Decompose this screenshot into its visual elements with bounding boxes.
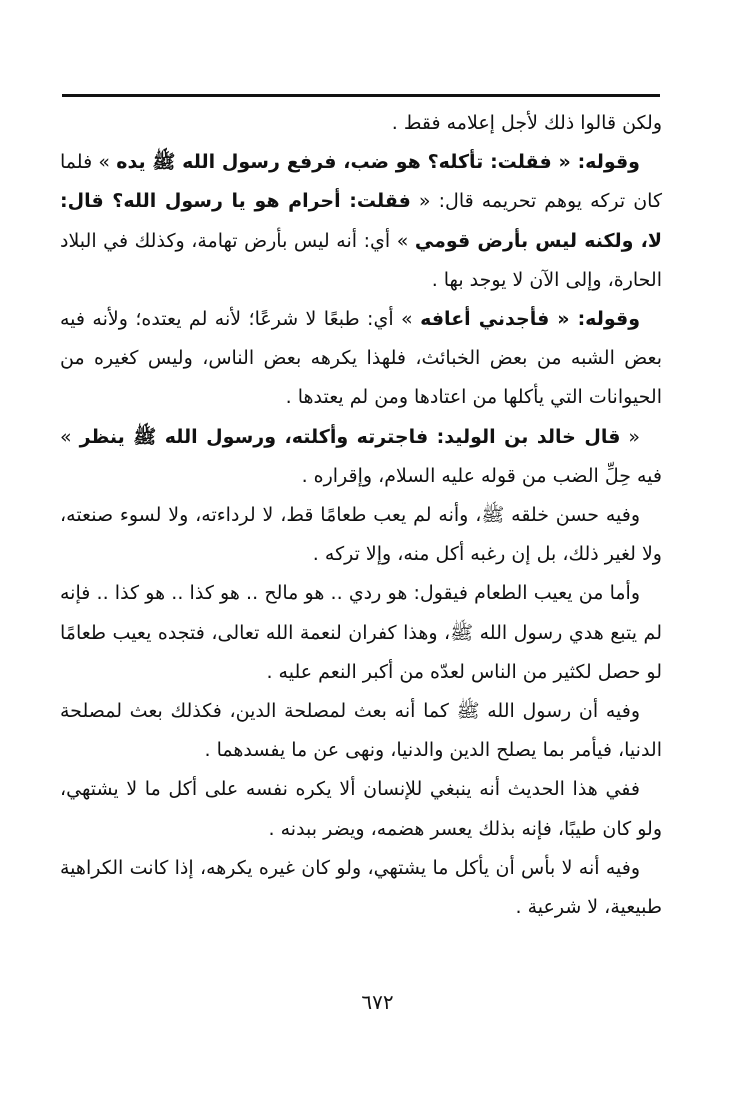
paragraph-3: [60, 300, 662, 418]
page-body: [60, 104, 662, 927]
hadith-quote: فقلت: أحرام هو يا رسول الله؟ قال: لا، ولكنه ليس بأرض قومي: [60, 190, 662, 252]
text-run: وفيه أن رسول الله ﷺ كما أنه بعث لمصلحة الدين، فكذلك بعث لمصلحة الدنيا، فيأمر بما يصلح الدين والدنيا، ونهى عن ما يفسدهما .: [60, 700, 662, 762]
text-run: » فيه حِلِّ الضب من قوله عليه السلام، وإقراره .: [60, 425, 662, 487]
hadith-quote: فأجدني أعافه: [420, 308, 550, 331]
text-run: «: [620, 425, 640, 448]
hadith-quote: فقلت: تأكله؟ هو ضب، فرفع رسول الله ﷺ يده: [116, 151, 552, 174]
text-run: وقوله: «: [549, 308, 640, 331]
text-run: » فلما كان تركه يوهم تحريمه قال: «: [60, 151, 662, 213]
text-run: ففي هذا الحديث أنه ينبغي للإنسان ألا يكره نفسه على أكل ما لا يشتهي، ولو كان طيبًا، فإنه بذلك يعسر هضمه، ويضر ببدنه .: [60, 778, 662, 840]
text-run: » أي: أنه ليس بأرض تهامة، وكذلك في البلاد الحارة، وإلى الآن لا يوجد بها .: [60, 229, 662, 291]
hadith-quote: قال خالد بن الوليد: فاجترته وأكلته، ورسول الله ﷺ ينظر: [79, 425, 621, 448]
paragraph-1: [60, 104, 662, 143]
text-run: وأما من يعيب الطعام فيقول: هو ردي .. هو مالح .. هو كذا .. هو كذا .. فإنه لم يتبع هدي رسول الله ﷺ، وهذا كفران لنعمة الله تعالى، فتجده يعيب طعامًا لو حصل لكثير من الناس لعدّه من أكبر النعم عليه .: [60, 582, 662, 683]
paragraph-5: [60, 496, 662, 574]
text-run: وفيه أنه لا بأس أن يأكل ما يشتهي، ولو كان غيره يكرهه، إذا كانت الكراهية طبيعية، لا شرعية .: [60, 856, 662, 919]
paragraph-7: [60, 692, 662, 770]
text-run: » أي: طبعًا لا شرعًا؛ لأنه لم يعتده؛ ولأنه فيه بعض الشبه من بعض الخبائث، فلهذا يكرهه بعض الناس، وليس كغيره من الحيوانات التي يأكلها من اعتادها ومن لم يعتدها .: [60, 308, 662, 409]
header-rule: [62, 94, 660, 97]
paragraph-4: [60, 418, 662, 496]
paragraph-2: [60, 143, 662, 300]
text-run: ولكن قالوا ذلك لأجل إعلامه فقط .: [391, 112, 662, 134]
paragraph-8: [60, 770, 662, 848]
page-number: ٦٧٢: [361, 990, 394, 1014]
text-run: وقوله: «: [551, 151, 640, 174]
paragraph-9: [60, 849, 662, 927]
paragraph-6: [60, 574, 662, 692]
text-run: وفيه حسن خلقه ﷺ، وأنه لم يعب طعامًا قط، لا لرداءته، ولا لسوء صنعته، ولا لغير ذلك، بل إن رغبه أكل منه، وإلا تركه .: [60, 504, 662, 566]
